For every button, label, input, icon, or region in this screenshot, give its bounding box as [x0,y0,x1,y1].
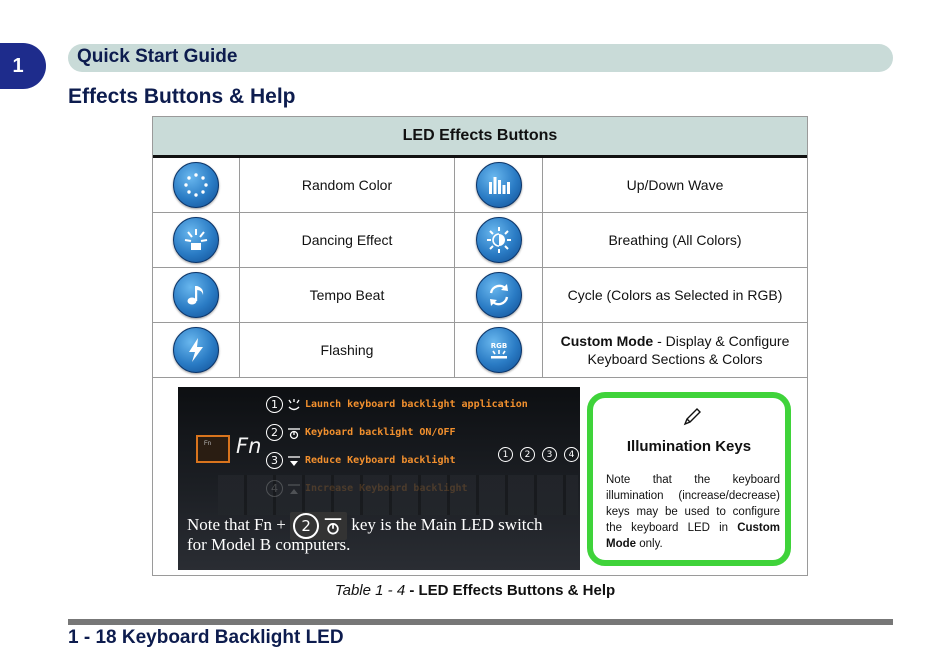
caption-title: - LED Effects Buttons & Help [405,582,616,599]
random-color-icon [173,162,219,208]
illumination-keys-callout [587,392,791,566]
effect-label: Breathing (All Colors) [608,232,742,248]
chapter-number: 1 [12,54,24,77]
table-row [153,268,807,323]
section-title: Effects Buttons & Help [68,85,296,108]
flashing-icon [173,327,219,373]
effect-label: Random Color [240,158,455,212]
backlight-down-icon [286,454,302,468]
breathing-icon [476,217,522,263]
effect-label: Cycle (Colors as Selected in RGB) [567,287,783,303]
fn-key [196,435,230,463]
keyboard-marker: 2 [520,447,535,462]
keyboard-marker: 1 [498,447,513,462]
effect-label: Tempo Beat [240,268,455,322]
table-heading: LED Effects Buttons [153,117,807,158]
chapter-tab [0,43,46,89]
caption-number: Table 1 - 4 [334,582,406,599]
led-effects-table [152,116,808,576]
dancing-effect-icon [173,217,219,263]
custom-mode-rest: - Display & Configure [653,333,790,349]
photo-line-number: 1 [266,396,283,413]
table-row [153,213,807,268]
custom-mode-bold: Custom Mode [560,333,654,349]
custom-mode-line2: Keyboard Sections & Colors [587,351,763,367]
backlight-app-icon [286,398,302,412]
custom-mode-icon [476,327,522,373]
photo-line [266,396,528,413]
cycle-icon [476,272,522,318]
pencil-icon [681,406,703,428]
header-bar [68,44,893,72]
keyboard-photo [178,387,580,570]
photo-line-text: Keyboard backlight ON/OFF [305,427,456,438]
custom-mode-label [543,323,807,377]
table-row [153,158,807,213]
effect-label: Flashing [240,323,455,377]
footer-rule [68,619,893,625]
table-caption [0,582,950,599]
effect-label: Up/Down Wave [626,177,724,193]
backlight-power-icon [322,515,344,537]
svg-text:RGB: RGB [490,342,507,350]
backlight-power-icon [286,426,302,440]
photo-line-text: Launch keyboard backlight application [305,399,528,410]
fn-key-label: Fn [204,441,212,447]
keyboard-keys [218,475,578,515]
fn-label: Fn [236,434,262,458]
effect-label: Dancing Effect [240,213,455,267]
photo-line-number: 3 [266,452,283,469]
keyboard-number-markers [498,447,579,462]
photo-line-text: Reduce Keyboard backlight [305,455,456,466]
fn-note-line1: Note that Fn + 2 key is the Main LED switch [187,512,543,540]
fn-note-line2: for Model B computers. [187,535,351,554]
keyboard-marker: 3 [542,447,557,462]
photo-line [266,452,456,469]
keyboard-marker: 4 [564,447,579,462]
table-row [153,323,807,378]
header-title: Quick Start Guide [77,46,238,67]
callout-title: Illumination Keys [626,438,752,455]
fn-2-number: 2 [293,513,319,539]
photo-line-number: 2 [266,424,283,441]
photo-line [266,424,456,441]
callout-text: Note that the keyboard illumination (increase/decrease) keys may be used to configure the keyboard LED in Custom Mode only. [606,474,780,550]
footer-title: 1 - 18 Keyboard Backlight LED [68,627,344,648]
tempo-beat-icon [173,272,219,318]
up-down-wave-icon [476,162,522,208]
